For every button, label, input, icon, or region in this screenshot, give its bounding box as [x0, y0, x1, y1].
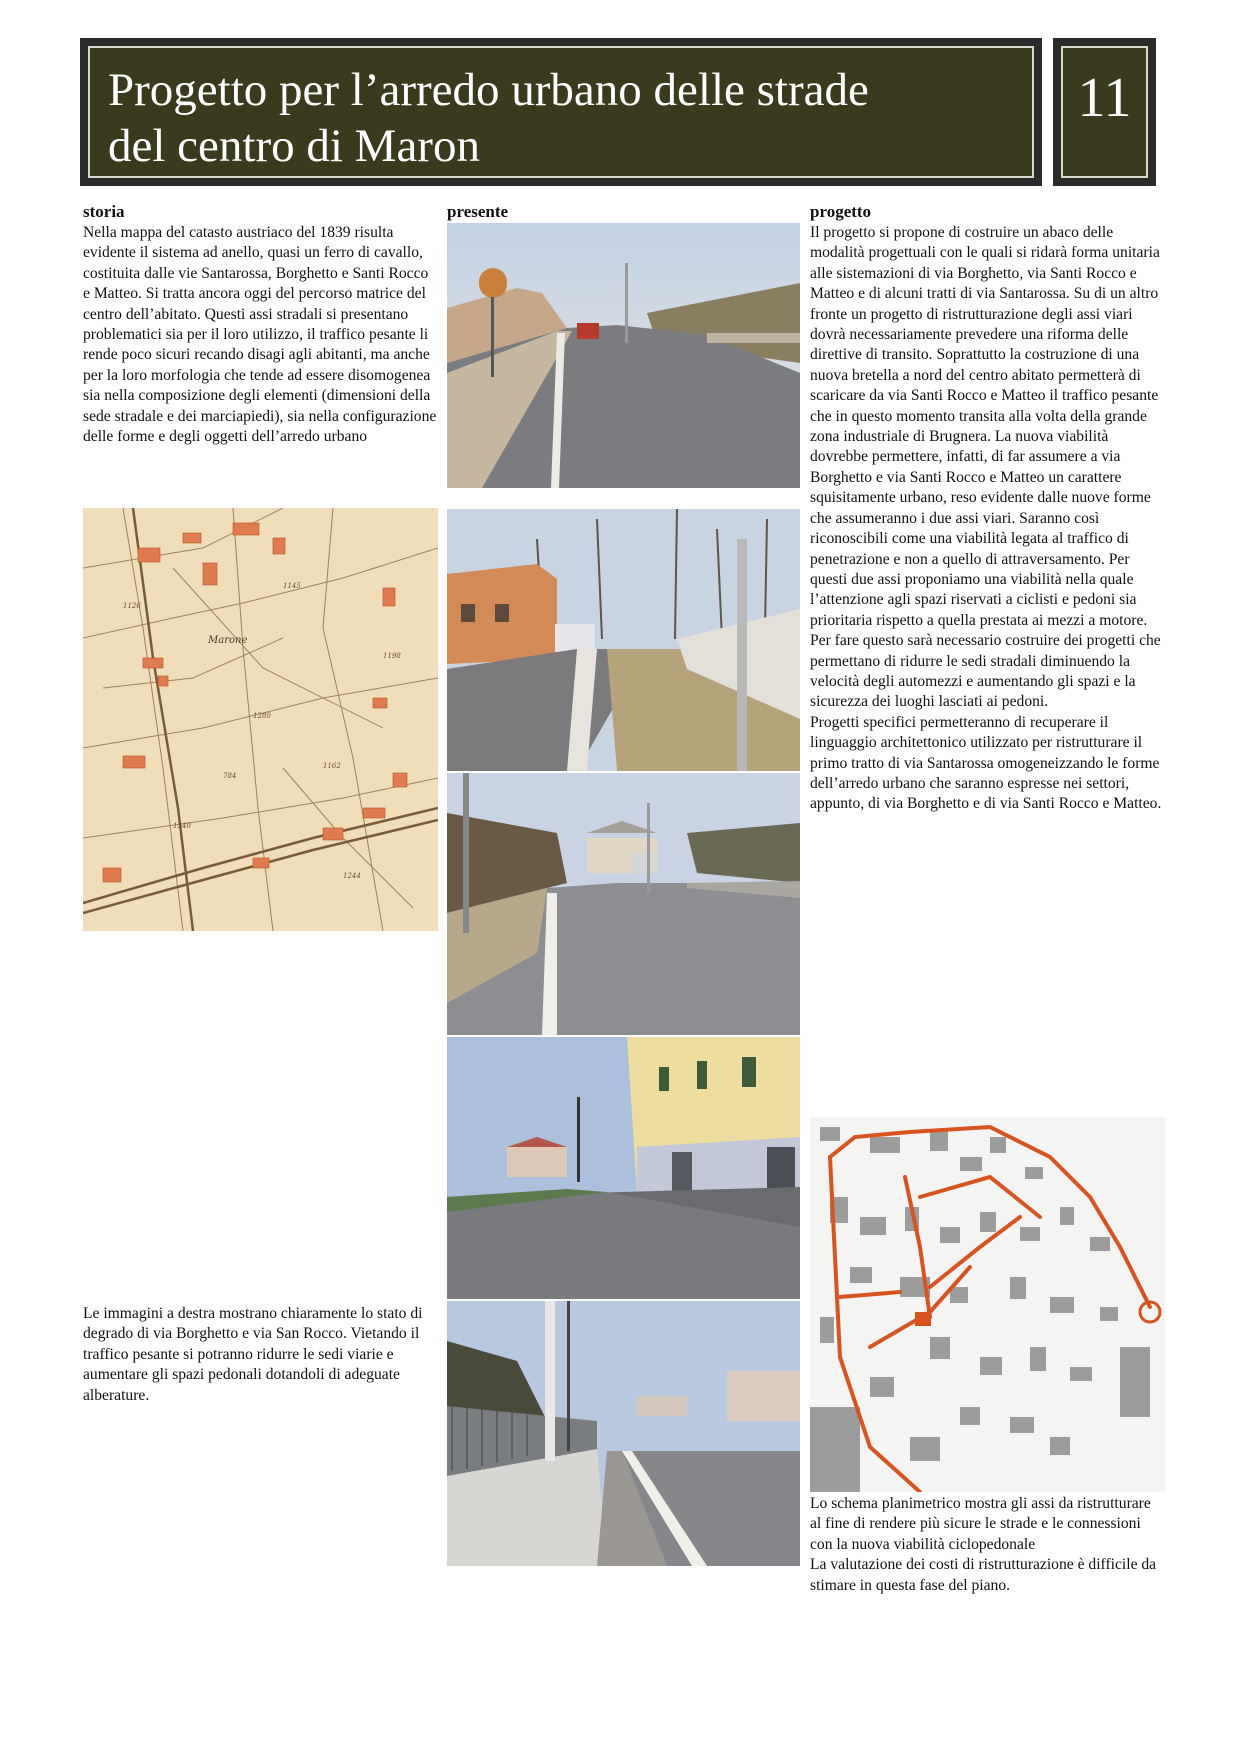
svg-text:784: 784: [223, 772, 237, 780]
heading-storia: storia: [83, 202, 125, 221]
street-photo-4: [447, 1037, 800, 1299]
progetto-caption: Lo schema planimetrico mostra gli assi da ristrutturare al fine di rendere più sicure le strade e le connessioni con la nuova viabilità ciclopedonale La valutazione dei costi di ristrutturazione è difficile da stimare in questa fase del piano.: [810, 1495, 1157, 1594]
map-place-label: Marone: [208, 635, 248, 646]
storia-caption: Le immagini a destra mostrano chiaramente lo stato di degrado di via Borghetto e via San Rocco. Vietando il traffico pesante si potranno ridurre le sedi viarie e aumentare gli spazi pedonali dotandoli di adeguate alberature.: [83, 1305, 423, 1404]
street-photo-1: [447, 223, 800, 488]
page-title: Progetto per l’arredo urbano delle strade del centro di Maron: [108, 64, 869, 172]
street-photo-2: [447, 509, 800, 771]
historic-cadastre-map: [83, 508, 438, 931]
page-number: 11: [1061, 46, 1148, 178]
progetto-text: Il progetto si propone di costruire un abaco delle modalità progettuali con le quali si ridarà forma unitaria alle sistemazioni di via Borghetto, via Santi Rocco e Matteo e di alcuni tratti di via Santarossa. Su di un altro fronte un progetto di ristrutturazione degli assi viari dovrà necessariamente prevedere una riforma delle direttive di transito. Soprattutto la costruzione di una nuova bretella a nord del centro abitato permetterà di scaricare da via Santi Rocco e Matteo il traffico pesante che in questo momento transita alla volta della grande zona industriale di Brugnera. La nuova viabilità dovrebbe permettere, infatti, di far assumere a via Borghetto e via Santi Rocco e Matteo un carattere squisitamente urbano, reso evidente dalle nuove forme che assumeranno i due assi viari. Saranno così riconoscibili come una viabilità legata al traffico di penetrazione e non a quello di attraversamento. Per questi due assi proponiamo una viabilità nella quale l’attenzione agli spazi riservati a ciclisti e pedoni sia prioritaria rispetto a quella prestata ai mezzi a motore. Per fare questo sarà necessario costruire dei progetti che permettano di ridurre le sedi stradali diminuendo la velocità degli automezzi e aumentando gli spazi e la sicurezza dei luoghi lasciati ai pedoni. Progetti specifici permetteranno di recuperare il linguaggio architettonico utilizzato per ristrutturare il primo tratto di via Santarossa omogeneizzando le forme dell’arredo urbano che saranno espresse nei settori, appunto, di via Borghetto e di via Santi Rocco e Matteo.: [810, 224, 1162, 813]
svg-text:1198: 1198: [383, 652, 401, 660]
svg-text:1145: 1145: [283, 582, 301, 590]
street-photo-5: [447, 1301, 800, 1566]
planimetric-scheme: [810, 1117, 1165, 1492]
svg-text:1280: 1280: [253, 712, 271, 720]
svg-text:1162: 1162: [323, 762, 341, 770]
svg-text:1126: 1126: [123, 602, 141, 610]
svg-text:1340: 1340: [173, 822, 191, 830]
heading-progetto: progetto: [810, 202, 872, 221]
street-photo-3: [447, 773, 800, 1035]
page-number-frame: [1053, 38, 1156, 186]
svg-text:1244: 1244: [343, 872, 361, 880]
title-frame: [80, 38, 1042, 186]
heading-presente: presente: [447, 202, 509, 221]
title-panel: [88, 46, 1034, 178]
storia-text: Nella mappa del catasto austriaco del 1839 risulta evidente il sistema ad anello, quasi un ferro di cavallo, costituita dalle vie Santarossa, Borghetto e Santi Rocco e Matteo. Si tratta ancora oggi del percorso matrice del centro dell’abitato. Questi assi stradali si presentano problematici sia per il loro utilizzo, il traffico pesante li rende poco sicuri recando disagi agli abitanti, ma anche per la loro morfologia che tende ad essere disomogenea sia nella composizione degli elementi (dimensioni della sede stradale e dei marciapiedi), sia nella configurazione delle forme e degli oggetti dell’arredo urbano: [83, 224, 437, 446]
